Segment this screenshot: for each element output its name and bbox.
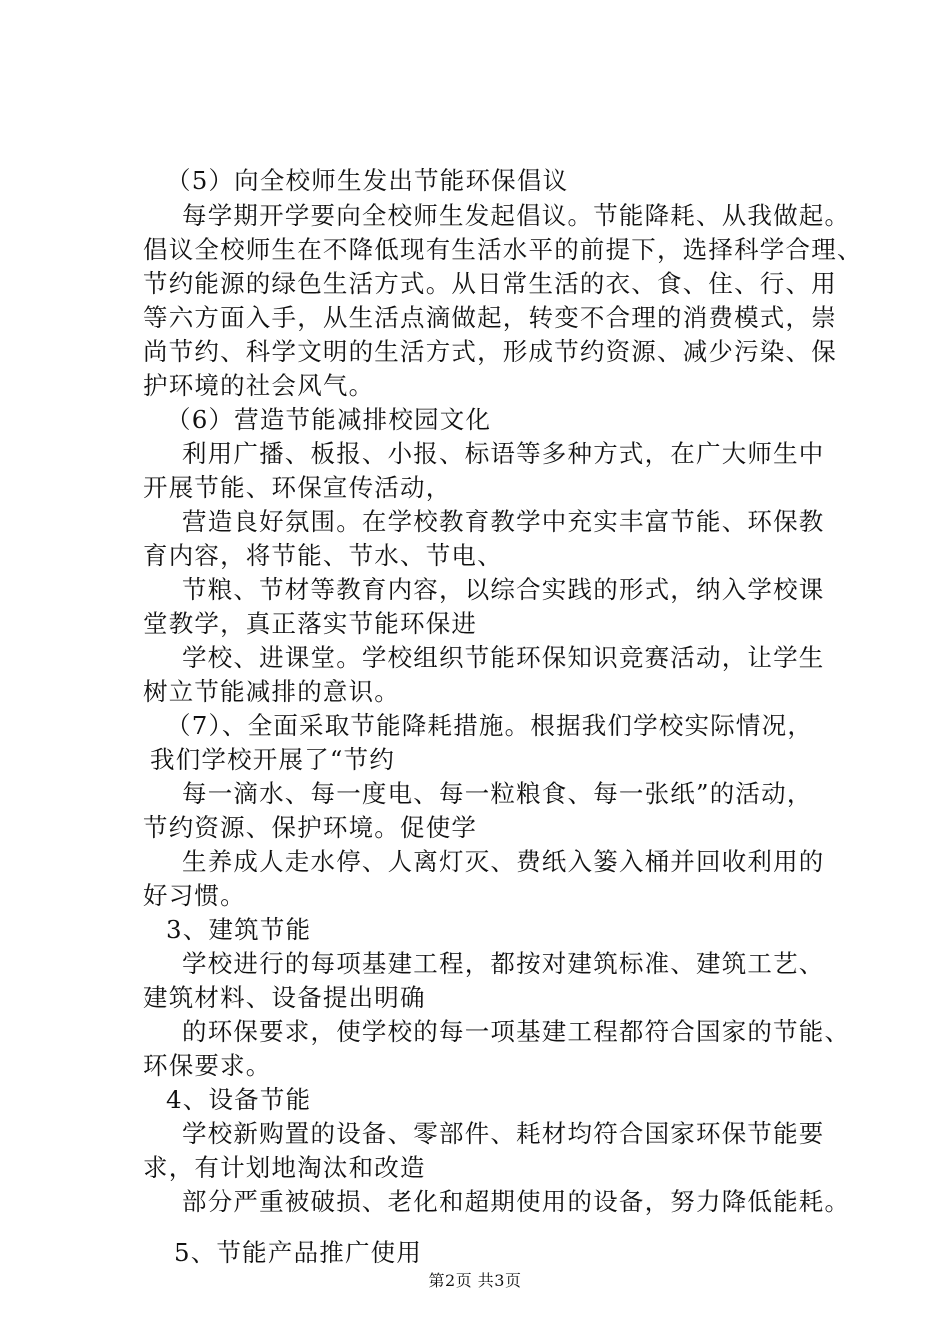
heading-building-energy: 3、建筑节能 xyxy=(166,915,312,944)
heading-7: （7）、全面采取节能降耗措施。根据我们学校实际情况， xyxy=(166,711,814,740)
paragraph-line: 好习惯。 xyxy=(143,881,246,910)
paragraph-line: 建筑材料、设备提出明确 xyxy=(143,983,426,1012)
heading-6: （6）营造节能减排校园文化 xyxy=(166,405,492,434)
paragraph-line: 树立节能减排的意识。 xyxy=(143,677,400,706)
paragraph-line: 尚节约、科学文明的生活方式，形成节约资源、减少污染、保 xyxy=(143,337,837,366)
paragraph-line: 的环保要求，使学校的每一项基建工程都符合国家的节能、 xyxy=(182,1017,851,1046)
paragraph-line: 我们学校开展了“节约 xyxy=(150,745,396,774)
paragraph-line: 生养成人走水停、人离灯灭、费纸入篓入桶并回收利用的 xyxy=(182,847,825,876)
paragraph-line: 育内容，将节能、节水、节电、 xyxy=(143,541,503,570)
paragraph-line: 每学期开学要向全校师生发起倡议。节能降耗、从我做起。 xyxy=(182,201,851,230)
heading-energy-products: 5、节能产品推广使用 xyxy=(174,1238,423,1267)
paragraph-line: 学校、进课堂。学校组织节能环保知识竞赛活动，让学生 xyxy=(182,643,825,672)
paragraph-line: 节约资源、保护环境。促使学 xyxy=(143,813,478,842)
paragraph-line: 求，有计划地淘汰和改造 xyxy=(143,1153,426,1182)
paragraph-line: 营造良好氛围。在学校教育教学中充实丰富节能、环保教 xyxy=(182,507,825,536)
heading-5: （5）向全校师生发出节能环保倡议 xyxy=(166,166,569,195)
paragraph-line: 倡议全校师生在不降低现有生活水平的前提下，选择科学合理、 xyxy=(143,235,863,264)
heading-equipment-energy: 4、设备节能 xyxy=(166,1085,312,1114)
page-footer: 第2页 共3页 xyxy=(428,1271,522,1290)
paragraph-line: 节约能源的绿色生活方式。从日常生活的衣、食、住、行、用 xyxy=(143,269,837,298)
paragraph-line: 学校进行的每项基建工程，都按对建筑标准、建筑工艺、 xyxy=(182,949,825,978)
paragraph-line: 学校新购置的设备、零部件、耗材均符合国家环保节能要 xyxy=(182,1119,825,1148)
paragraph-line: 利用广播、板报、小报、标语等多种方式，在广大师生中 xyxy=(182,439,825,468)
paragraph-line: 等六方面入手，从生活点滴做起，转变不合理的消费模式，崇 xyxy=(143,303,837,332)
paragraph-line: 开展节能、环保宣传活动， xyxy=(143,473,452,502)
paragraph-line: 环保要求。 xyxy=(143,1051,272,1080)
paragraph-line: 部分严重被破损、老化和超期使用的设备，努力降低能耗。 xyxy=(182,1187,851,1216)
paragraph-line: 护环境的社会风气。 xyxy=(143,371,375,400)
paragraph-line: 堂教学，真正落实节能环保进 xyxy=(143,609,478,638)
paragraph-line: 节粮、节材等教育内容，以综合实践的形式，纳入学校课 xyxy=(182,575,825,604)
paragraph-line: 每一滴水、每一度电、每一粒粮食、每一张纸”的活动， xyxy=(182,779,813,808)
